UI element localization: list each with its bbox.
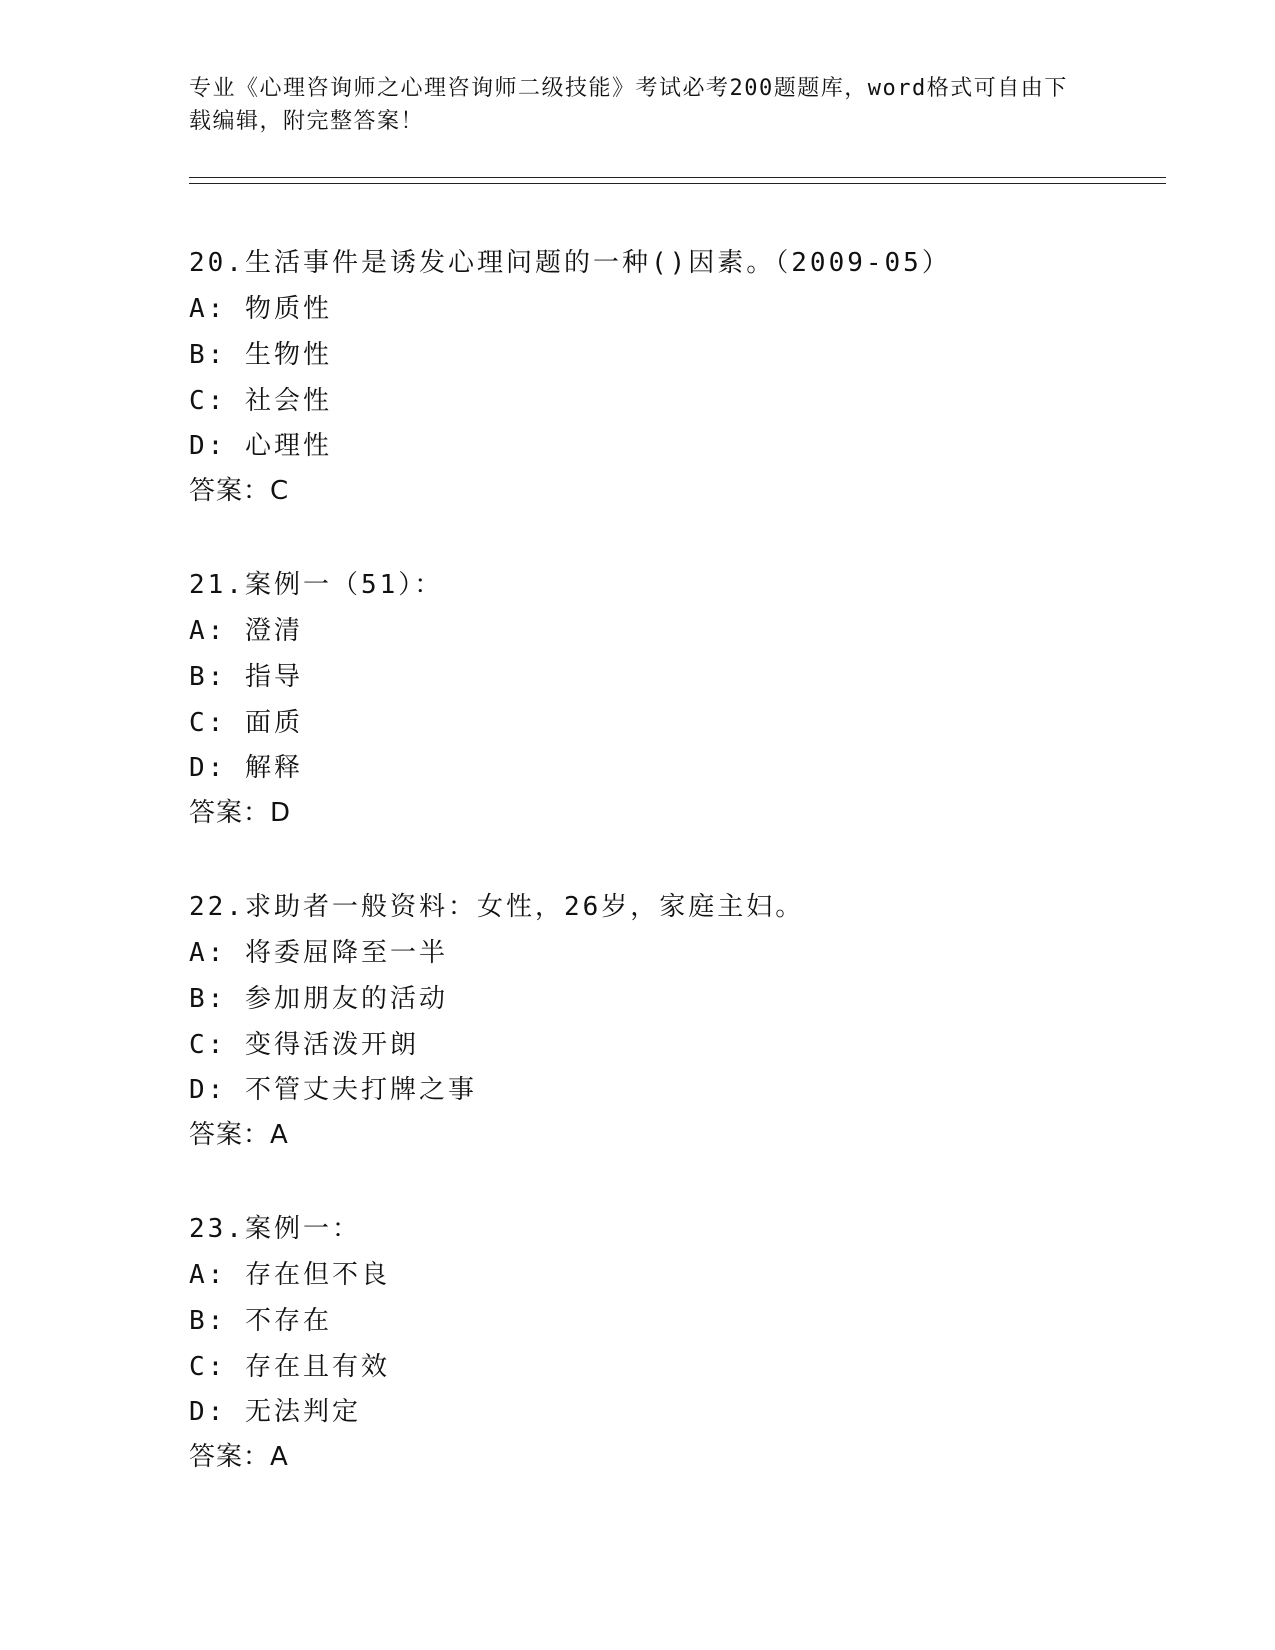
question-stem: 23.案例一： (189, 1214, 361, 1244)
question-stem: 22.求助者一般资料：女性，26岁，家庭主妇。 (189, 892, 805, 922)
option-c: C: 变得活泼开朗 (189, 1030, 419, 1060)
answer-line: 答案：D (189, 798, 292, 828)
option-a: A: 将委屈降至一半 (189, 938, 448, 968)
option-a: A: 存在但不良 (189, 1260, 390, 1290)
option-d: D: 无法判定 (189, 1397, 361, 1427)
option-b: B: 不存在 (189, 1306, 332, 1336)
answer-line: 答案：C (189, 476, 290, 506)
option-c: C: 存在且有效 (189, 1352, 390, 1382)
answer-line: 答案：A (189, 1442, 289, 1472)
option-d: D: 心理性 (189, 431, 332, 461)
option-c: C: 社会性 (189, 386, 332, 416)
option-d: D: 不管丈夫打牌之事 (189, 1075, 477, 1105)
option-b: B: 参加朋友的活动 (189, 984, 448, 1014)
option-a: A: 物质性 (189, 294, 332, 324)
option-d: D: 解释 (189, 753, 303, 783)
answer-line: 答案：A (189, 1120, 289, 1150)
option-c: C: 面质 (189, 708, 303, 738)
header-divider-bottom (189, 183, 1166, 184)
question-stem: 21.案例一（51）： (189, 570, 444, 600)
option-b: B: 指导 (189, 662, 303, 692)
header-divider-top (189, 177, 1166, 178)
question-stem: 20.生活事件是诱发心理问题的一种()因素。（2009-05） (189, 248, 951, 278)
option-a: A: 澄清 (189, 616, 303, 646)
option-b: B: 生物性 (189, 340, 332, 370)
document-intro: 专业《心理咨询师之心理咨询师二级技能》考试必考200题题库，word格式可自由下载编辑，附完整答案！ (189, 76, 1068, 134)
